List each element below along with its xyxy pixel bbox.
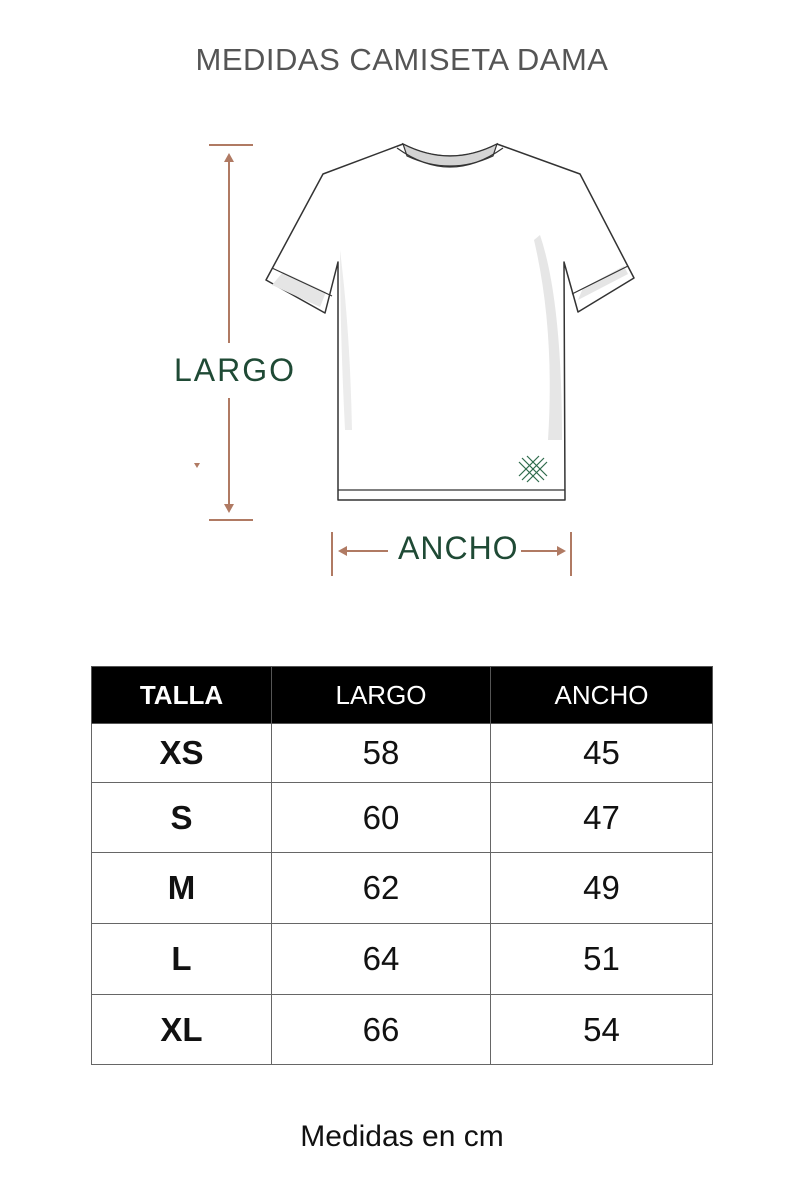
cell-talla: M bbox=[92, 853, 272, 924]
header-ancho: ANCHO bbox=[491, 667, 713, 724]
cell-ancho: 54 bbox=[491, 995, 713, 1065]
ancho-label: ANCHO bbox=[398, 530, 519, 566]
header-talla: TALLA bbox=[92, 667, 272, 724]
cell-largo: 64 bbox=[272, 924, 491, 995]
cell-largo: 60 bbox=[272, 783, 491, 853]
table-row bbox=[92, 783, 713, 853]
cell-largo: 58 bbox=[272, 724, 491, 783]
cell-ancho: 47 bbox=[491, 783, 713, 853]
table-header-row bbox=[92, 667, 713, 724]
cell-talla: XS bbox=[92, 724, 272, 783]
cell-ancho: 45 bbox=[491, 724, 713, 783]
table-row bbox=[92, 724, 713, 783]
largo-label: LARGO bbox=[170, 352, 300, 389]
cell-ancho: 49 bbox=[491, 853, 713, 924]
cell-largo: 66 bbox=[272, 995, 491, 1065]
table-row bbox=[92, 995, 713, 1065]
table-row bbox=[92, 853, 713, 924]
cell-talla: L bbox=[92, 924, 272, 995]
units-note: Medidas en cm bbox=[300, 1120, 504, 1153]
cell-ancho: 51 bbox=[491, 924, 713, 995]
cell-largo: 62 bbox=[272, 853, 491, 924]
header-largo: LARGO bbox=[272, 667, 491, 724]
size-table bbox=[91, 666, 713, 1065]
cell-talla: S bbox=[92, 783, 272, 853]
page-title: MEDIDAS CAMISETA DAMA bbox=[195, 42, 609, 77]
largo-measure-icon bbox=[194, 145, 253, 520]
cell-talla: XL bbox=[92, 995, 272, 1065]
table-row bbox=[92, 924, 713, 995]
t-shirt-icon bbox=[266, 144, 634, 500]
